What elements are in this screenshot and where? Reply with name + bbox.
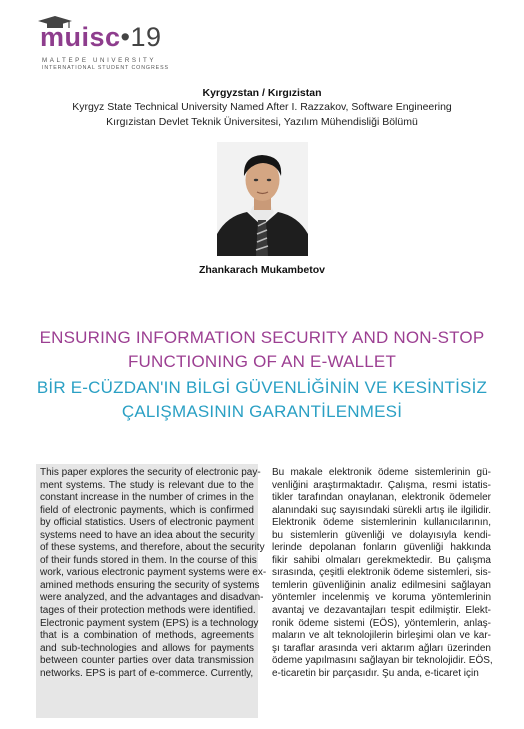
abstract-en-line: This paper explores the security of electronic pay- [40, 467, 261, 478]
title-turkish-line1: BİR E-CÜZDAN'IN BİLGİ GÜVENLİĞİNİN VE KESİNTİSİZ [36, 378, 488, 397]
abstract-tr-line: bu sistemlerin güvenliği ve dolayısıyla kendi- [272, 529, 491, 541]
affiliation-turkish: Kırgızistan Devlet Teknik Üniversitesi, Yazılım Mühendisliği Bölümü [106, 116, 418, 128]
abstract-en-line: of these systems, and therefore, about the security [40, 542, 265, 554]
author-portrait-image [217, 142, 308, 256]
abstract-en-line: amined methods ensuring the security of systems [40, 579, 260, 591]
title-turkish-line2: ÇALIŞMASININ GARANTİLENMESİ [121, 402, 403, 421]
abstract-en-line: that is a combination of methods, agreements [40, 630, 254, 642]
abstract-en-line: of their funds stored in them. In the course of this [40, 554, 257, 566]
logo-subtitle-university: MALTEPE UNIVERSITY [42, 57, 157, 64]
logo-wordmark: muisc•19 [40, 22, 162, 52]
abstract-tr-line: venliğini araştırmaktadır. Çalışma, resmi istatis- [272, 479, 491, 491]
author-photo [217, 142, 308, 256]
abstract-en-line: Electronic payment system (EPS) is a technology [40, 617, 259, 629]
abstract-turkish [272, 467, 491, 680]
abstract-en-line: networks. EPS is part of e-commerce. Currently, [40, 667, 254, 679]
abstract-en-line: ment systems. The study is relevant due to the [40, 479, 254, 491]
abstract-tr-line: şı taraflar arasında veri aktarım ağları üzerinden [272, 642, 491, 654]
title-english-line2: FUNCTIONING OF AN E-WALLET [127, 352, 397, 371]
abstract-tr-line: temlerin güvenliğinin analiz edilmesini sağlayan [272, 579, 491, 591]
abstract-tr-line: alanındaki suç sayısındaki sürekli artış ile ilgilidir. [272, 504, 491, 516]
logo-name: muisc [40, 22, 121, 52]
abstract-tr-line: avantaj ve dezavantajları tespit edilmiştir. Elekt- [272, 605, 491, 617]
abstract-en-line: tages of their protection methods were identified. [40, 605, 256, 617]
abstract-en-line: by official statistics. Users of electronic payment [40, 517, 254, 529]
abstract-en-line: systems need to have an idea about the security [40, 529, 255, 541]
abstract-tr-line: Bu makale elektronik ödeme sistemlerinin gü- [272, 467, 491, 478]
abstract-tr-line: yöntemler incelenmiş ve koruma yöntemlerinin [272, 592, 491, 604]
title-english-line1: ENSURING INFORMATION SECURITY AND NON-STOP [39, 328, 485, 347]
abstract-tr-line: sırasında, çeşitli elektronik ödeme sistemleri, sis- [272, 567, 491, 579]
abstract-english [40, 467, 267, 680]
abstract-en-line: constant increase in the number of crimes in the [40, 492, 254, 504]
abstract-tr-line: Elektronik ödeme sistemlerinin kullanıcılarının, [272, 517, 491, 529]
abstract-en-line: between counter parties over data transmission [40, 655, 254, 667]
logo-number: 19 [130, 22, 162, 52]
abstract-tr-line: e-ticaretin bir parçasıdır. Şu anda, e-ticaret için [272, 667, 479, 679]
logo-subtitle-congress: INTERNATIONAL STUDENT CONGRESS [42, 65, 169, 71]
abstract-tr-line: lerinde depolanan fonların güvenliği hakkında [272, 542, 491, 554]
author-name: Zhankarach Mukambetov [198, 264, 326, 276]
abstract-tr-line: fikir sahibi olmaları gerekmektedir. Bu çalışma [272, 554, 491, 566]
abstract-en-line: work, various electronic payment systems were ex- [40, 567, 267, 579]
abstract-tr-line: ödeme yapılmasını sağlayan bir teknolojidir. EÖS, [272, 655, 493, 667]
affiliation-english: Kyrgyz State Technical University Named After I. Razzakov, Software Engineering [72, 101, 452, 113]
abstract-tr-line: tikler tarafından onaylanan, elektronik ödemeler [272, 492, 491, 504]
congress-logo [40, 16, 180, 72]
abstract-en-line: were analyzed, and the advantages and disadvan- [40, 592, 264, 604]
country-label: Kyrgyzstan / Kırgızistan [202, 87, 322, 99]
abstract-tr-line: ronik ödeme sistemi (EÖS), yöntemlerin, anlaş- [272, 617, 491, 629]
abstract-en-line: and sub-technologies and allows for payments [40, 642, 254, 654]
abstract-tr-line: maların ve alt teknolojilerin birleşimi olan ve kar- [272, 630, 491, 642]
abstract-en-line: field of electronic payments, which is confirmed [40, 504, 254, 516]
